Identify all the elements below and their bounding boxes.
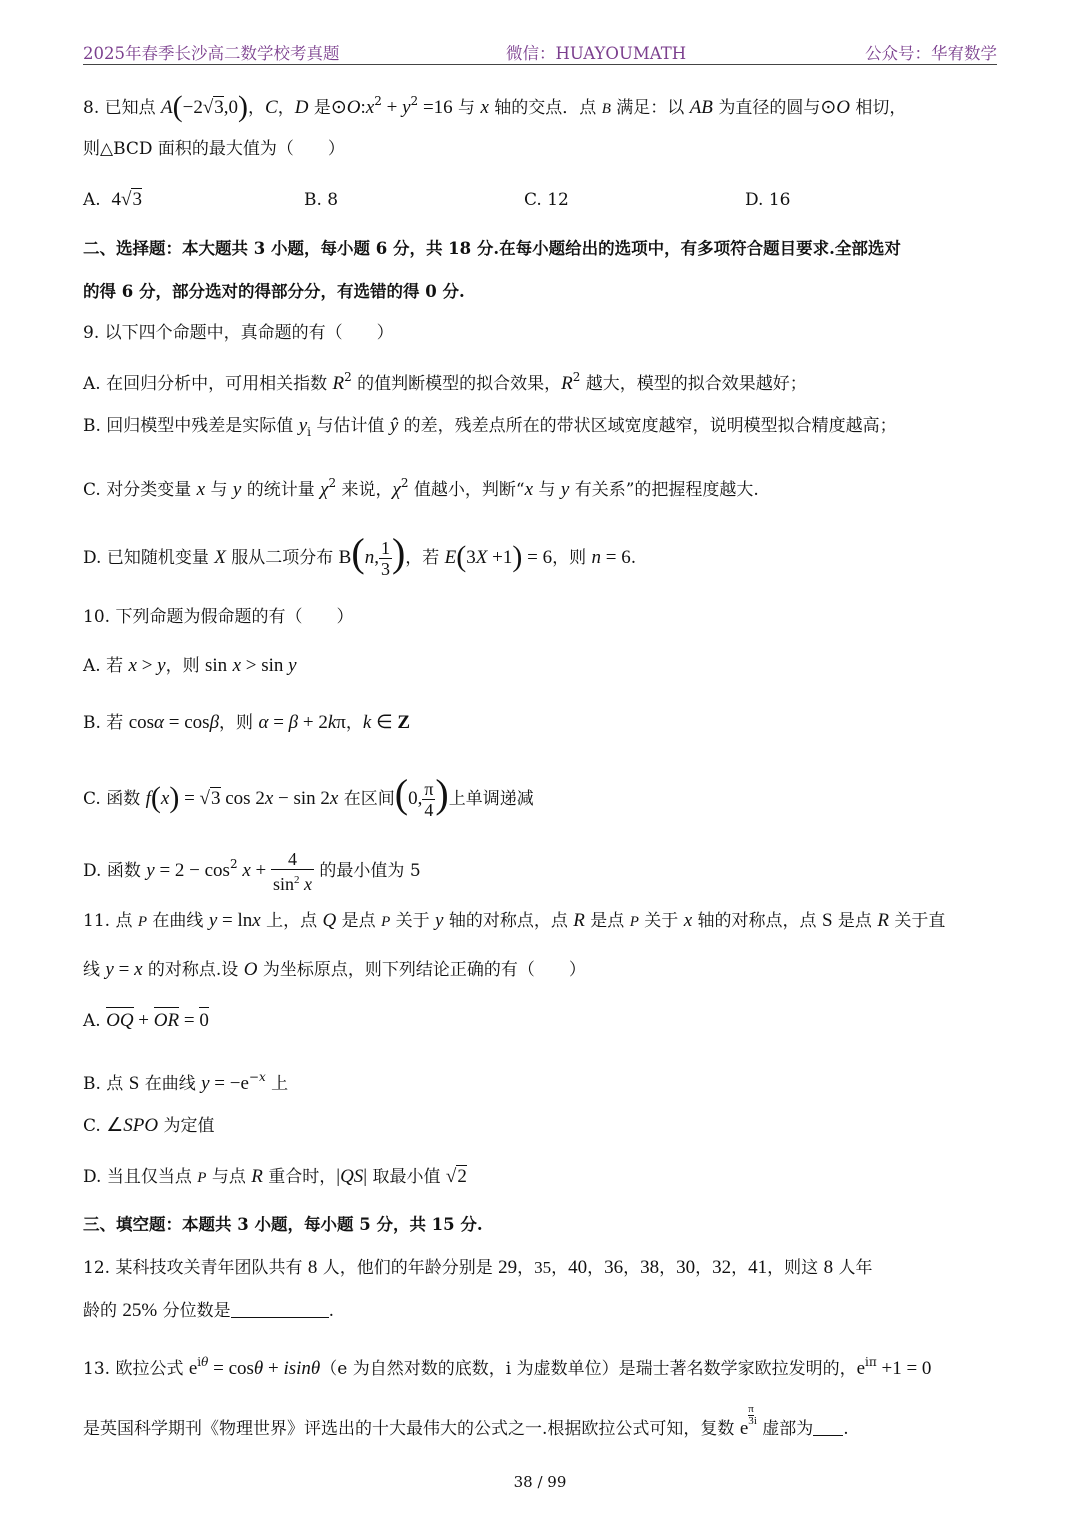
page-header: [83, 38, 997, 65]
q10-stem: 10. 下列命题为假命题的有（ ）: [83, 607, 354, 627]
q11-option-b: B. 点 S 在曲线 $y = -e^{-x}$ 上: [83, 1070, 289, 1094]
q8-option-a: A. 4√3: [83, 189, 142, 210]
header-title: 2025年春季长沙高二数学校考真题: [83, 44, 340, 63]
q11-option-c: C. ∠SPO 为定值: [83, 1115, 215, 1136]
section2-line2: 的得 6 分，部分选对的得部分分，有选错的得 0 分.: [83, 282, 465, 301]
q8-option-b: B. 8: [304, 190, 339, 210]
q9-option-d: D. 已知随机变量 X 服从二项分布 B(n, $\frac{1}{3}$ )，若 E(3X +1) = 6，则 n = 6.: [83, 530, 637, 579]
q13-line2: 是英国科学期刊《物理世界》评选出的十大最伟大的公式之一.根据欧拉公式可知，复数 e $\frac{\pi}{3}$ i 虚部为 .: [83, 1403, 849, 1439]
q9-option-a: A. 在回归分析中，可用相关指数 $R^2$ 的值判断模型的拟合效果，$R^2$ 越大，模型的拟合效果越好；: [83, 370, 807, 394]
q12-line1: 12. 某科技攻关青年团队共有 8 人，他们的年龄分别是 29，35，40，36，38，30，32，41，则这 8 人年: [83, 1257, 873, 1278]
q8-line2: 则△BCD 面积的最大值为（ ）: [83, 139, 345, 159]
q8-option-d: D. 16: [745, 190, 791, 210]
q13-line1: 13. 欧拉公式 $e^{i\theta} = \cos\theta + isin\theta(e$ 为自然对数的底数，i 为虚数单位）是瑞士著名数学家欧拉发明的，$e^{i\pi} +1 = 0$: [83, 1355, 932, 1379]
q9-option-c: C. 对分类变量 x 与 y 的统计量 $\chi^2$ 来说，$\chi^2$ 值越小，判断“x 与 y 有关系”的把握程度越大.: [83, 476, 759, 500]
section3-heading: 三、填空题：本题共 3 小题，每小题 5 分，共 15 分.: [83, 1215, 483, 1234]
page-number: 38 / 99: [513, 1473, 567, 1491]
q8-line1: 8. 已知点 A(−2√3,0)，C，D 是$⊙O:x^2 + y^2 =16$ 与 x 轴的交点．点 B 满足：以 AB 为直径的圆与⊙O 相切，: [83, 90, 907, 123]
q11-line2: 线 y = x 的对称点.设 O 为坐标原点，则下列结论正确的有（ ）: [83, 959, 586, 980]
q9-option-b: B. 回归模型中残差是实际值 $y_i$ 与估计值 ŷ 的差，残差点所在的带状区域宽度越窄，说明模型拟合精度越高；: [83, 415, 897, 439]
q12-line2: 龄的 25% 分位数是 .: [83, 1300, 335, 1321]
q10-option-c: C. 函数 f(x) = √3 cos 2x − sin 2x 在区间(0, $\frac{\pi}{4}$ )上单调递减: [83, 771, 534, 820]
header-wechat: 微信：HUAYOUMATH: [506, 44, 687, 63]
q10-option-a: A. 若 x > y，则 sin x > sin y: [83, 655, 297, 676]
q8-option-c: C. 12: [524, 190, 569, 210]
q9-stem: 9. 以下四个命题中，真命题的有（ ）: [83, 323, 394, 343]
header-account: 公众号：华宥数学: [865, 44, 997, 63]
q11-line1: 11. 点 P 在曲线 y = lnx 上，点 Q 是点 P 关于 y 轴的对称点，点 R 是点 P 关于 x 轴的对称点，点 S 是点 R 关于直: [83, 910, 946, 931]
section2-line1: 二、选择题：本大题共 3 小题，每小题 6 分，共 18 分.在每小题给出的选项中，有多项符合题目要求.全部选对: [83, 239, 901, 258]
q10-option-d: D. 函数 $y = 2 - \cos^2 x$ + $\frac{4}{\sin^2 x}$ 的最小值为 5: [83, 849, 421, 894]
q11-option-a: A. OQ + OR = 0: [83, 1006, 209, 1036]
q11-option-d: D. 当且仅当点 P 与点 R 重合时，|QS| 取最小值 √2: [83, 1166, 467, 1187]
q10-option-b: B. 若 cosα = cosβ，则 α = β + 2kπ，k ∈ Z: [83, 712, 411, 733]
